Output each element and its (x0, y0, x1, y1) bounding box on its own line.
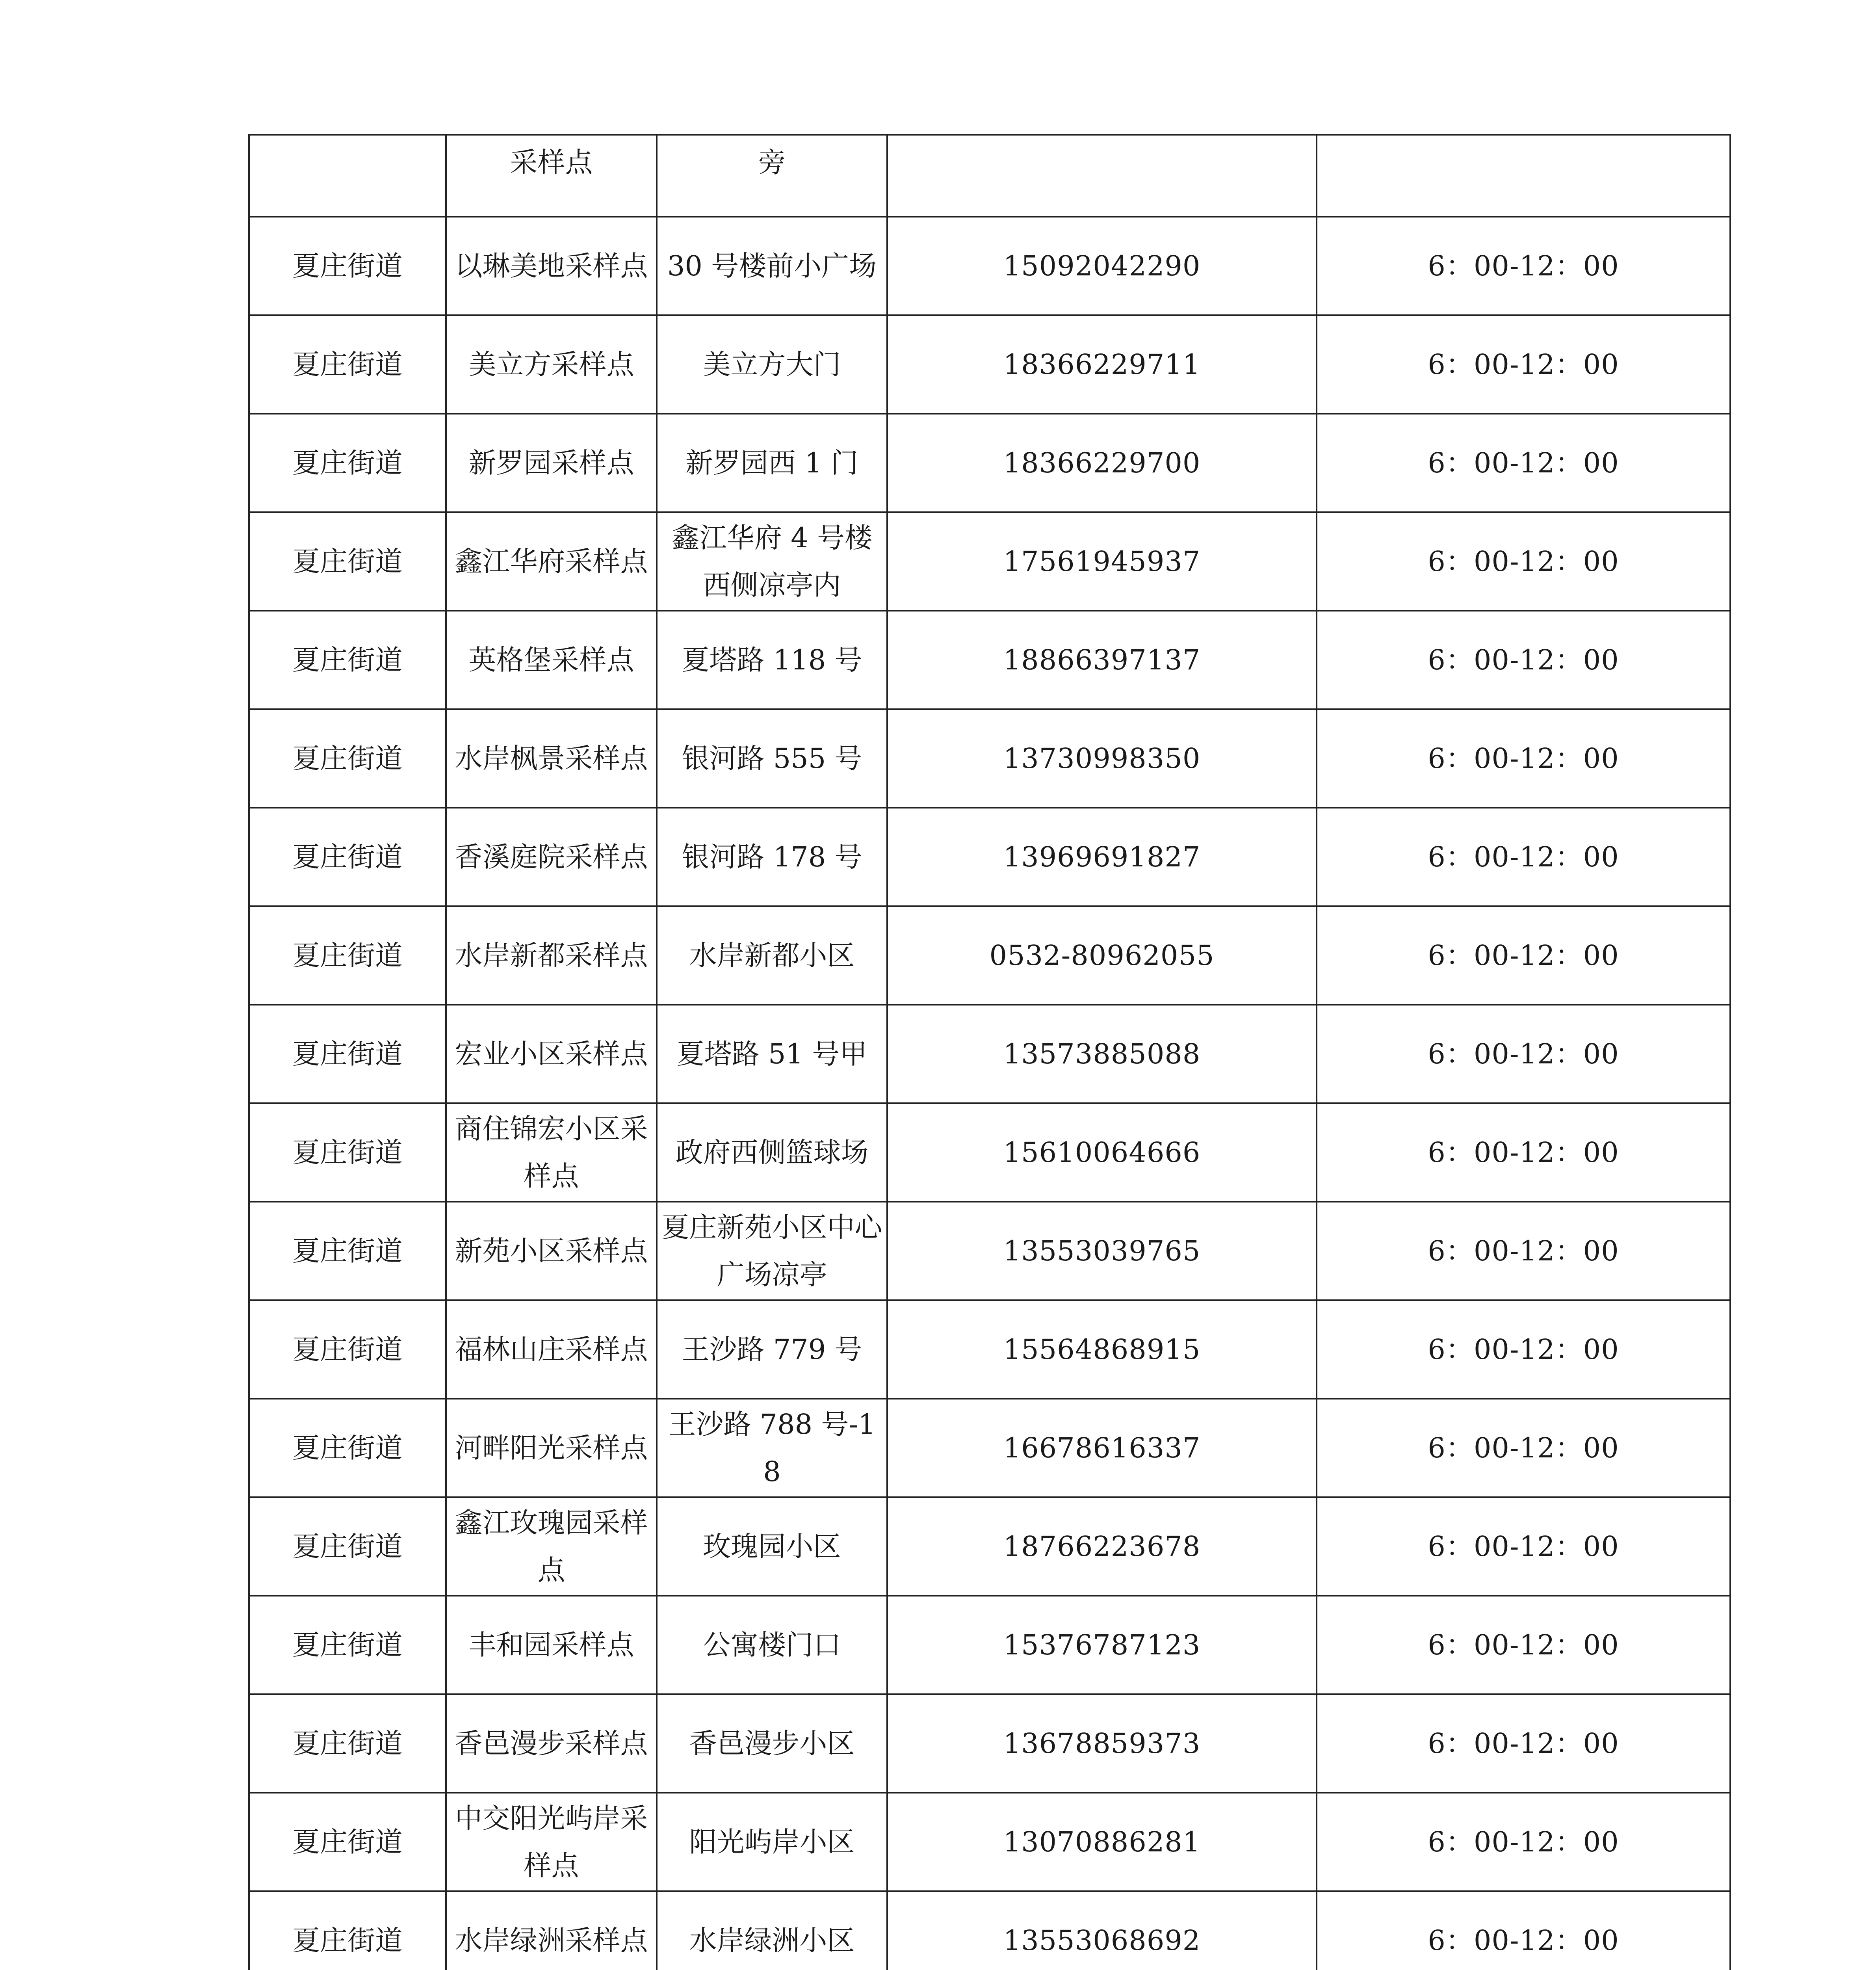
site-name-cell: 河畔阳光采样点 (446, 1399, 657, 1497)
district-cell: 夏庄街道 (249, 1793, 446, 1891)
address-cell: 政府西侧篮球场 (657, 1103, 887, 1202)
hours-cell: 6：00-12：00 (1317, 1399, 1730, 1497)
site-name-cell: 香溪庭院采样点 (446, 808, 657, 906)
table-row (249, 1300, 1730, 1399)
district-cell (249, 135, 446, 217)
continuation-row (249, 135, 1730, 217)
site-name-cell: 丰和园采样点 (446, 1596, 657, 1694)
phone-cell: 17561945937 (887, 512, 1317, 611)
district-cell: 夏庄街道 (249, 414, 446, 512)
phone-cell: 13573885088 (887, 1005, 1317, 1103)
district-cell: 夏庄街道 (249, 1103, 446, 1202)
address-cell: 玫瑰园小区 (657, 1497, 887, 1596)
hours-cell: 6：00-12：00 (1317, 1103, 1730, 1202)
table-row (249, 1005, 1730, 1103)
address-cell: 王沙路 779 号 (657, 1300, 887, 1399)
phone-cell: 13553068692 (887, 1891, 1317, 1970)
address-cell: 银河路 555 号 (657, 709, 887, 808)
district-cell: 夏庄街道 (249, 512, 446, 611)
hours-cell: 6：00-12：00 (1317, 414, 1730, 512)
hours-cell: 6：00-12：00 (1317, 611, 1730, 709)
address-cell: 香邑漫步小区 (657, 1694, 887, 1793)
site-name-cell: 宏业小区采样点 (446, 1005, 657, 1103)
table-body (249, 135, 1730, 1970)
address-cell: 美立方大门 (657, 315, 887, 414)
district-cell: 夏庄街道 (249, 1891, 446, 1970)
table-row (249, 1399, 1730, 1497)
site-name-cell: 水岸新都采样点 (446, 906, 657, 1005)
phone-cell: 13678859373 (887, 1694, 1317, 1793)
table-row (249, 611, 1730, 709)
address-cell: 新罗园西 1 门 (657, 414, 887, 512)
hours-cell: 6：00-12：00 (1317, 1596, 1730, 1694)
table-row (249, 1596, 1730, 1694)
hours-cell: 6：00-12：00 (1317, 1202, 1730, 1300)
site-name-cell: 鑫江华府采样点 (446, 512, 657, 611)
hours-cell: 6：00-12：00 (1317, 315, 1730, 414)
district-cell: 夏庄街道 (249, 217, 446, 315)
address-cell: 水岸绿洲小区 (657, 1891, 887, 1970)
hours-cell: 6：00-12：00 (1317, 1694, 1730, 1793)
site-name-cell: 新罗园采样点 (446, 414, 657, 512)
address-cell: 鑫江华府 4 号楼西侧凉亭内 (657, 512, 887, 611)
site-name-cell: 以琳美地采样点 (446, 217, 657, 315)
district-cell: 夏庄街道 (249, 1497, 446, 1596)
sampling-sites-table (248, 134, 1731, 1970)
address-cell: 夏塔路 118 号 (657, 611, 887, 709)
hours-cell: 6：00-12：00 (1317, 1300, 1730, 1399)
district-cell: 夏庄街道 (249, 906, 446, 1005)
hours-cell: 6：00-12：00 (1317, 1497, 1730, 1596)
phone-cell: 15376787123 (887, 1596, 1317, 1694)
address-cell: 王沙路 788 号-18 (657, 1399, 887, 1497)
address-cell: 银河路 178 号 (657, 808, 887, 906)
site-name-cell: 采样点 (446, 135, 657, 217)
table-row (249, 414, 1730, 512)
district-cell: 夏庄街道 (249, 1300, 446, 1399)
address-cell: 阳光屿岸小区 (657, 1793, 887, 1891)
phone-cell: 13553039765 (887, 1202, 1317, 1300)
district-cell: 夏庄街道 (249, 709, 446, 808)
phone-cell: 18866397137 (887, 611, 1317, 709)
phone-cell: 18366229711 (887, 315, 1317, 414)
district-cell: 夏庄街道 (249, 1399, 446, 1497)
hours-cell: 6：00-12：00 (1317, 1793, 1730, 1891)
address-cell: 夏庄新苑小区中心广场凉亭 (657, 1202, 887, 1300)
district-cell: 夏庄街道 (249, 1596, 446, 1694)
phone-cell: 13070886281 (887, 1793, 1317, 1891)
phone-cell (887, 135, 1317, 217)
hours-cell: 6：00-12：00 (1317, 1891, 1730, 1970)
address-cell: 公寓楼门口 (657, 1596, 887, 1694)
table-row (249, 217, 1730, 315)
hours-cell: 6：00-12：00 (1317, 1005, 1730, 1103)
phone-cell: 18766223678 (887, 1497, 1317, 1596)
phone-cell: 13730998350 (887, 709, 1317, 808)
district-cell: 夏庄街道 (249, 611, 446, 709)
table-row (249, 512, 1730, 611)
site-name-cell: 水岸枫景采样点 (446, 709, 657, 808)
table-row (249, 1497, 1730, 1596)
address-cell: 水岸新都小区 (657, 906, 887, 1005)
address-cell: 旁 (657, 135, 887, 217)
phone-cell: 18366229700 (887, 414, 1317, 512)
hours-cell: 6：00-12：00 (1317, 512, 1730, 611)
district-cell: 夏庄街道 (249, 808, 446, 906)
site-name-cell: 中交阳光屿岸采样点 (446, 1793, 657, 1891)
address-cell: 30 号楼前小广场 (657, 217, 887, 315)
site-name-cell: 福林山庄采样点 (446, 1300, 657, 1399)
phone-cell: 16678616337 (887, 1399, 1317, 1497)
site-name-cell: 新苑小区采样点 (446, 1202, 657, 1300)
hours-cell: 6：00-12：00 (1317, 906, 1730, 1005)
hours-cell: 6：00-12：00 (1317, 808, 1730, 906)
site-name-cell: 鑫江玫瑰园采样点 (446, 1497, 657, 1596)
hours-cell (1317, 135, 1730, 217)
phone-cell: 15564868915 (887, 1300, 1317, 1399)
address-cell: 夏塔路 51 号甲 (657, 1005, 887, 1103)
district-cell: 夏庄街道 (249, 1005, 446, 1103)
district-cell: 夏庄街道 (249, 315, 446, 414)
site-name-cell: 水岸绿洲采样点 (446, 1891, 657, 1970)
site-name-cell: 英格堡采样点 (446, 611, 657, 709)
phone-cell: 15092042290 (887, 217, 1317, 315)
table-row (249, 1103, 1730, 1202)
table-row (249, 808, 1730, 906)
hours-cell: 6：00-12：00 (1317, 709, 1730, 808)
site-name-cell: 美立方采样点 (446, 315, 657, 414)
table-row (249, 1793, 1730, 1891)
district-cell: 夏庄街道 (249, 1202, 446, 1300)
phone-cell: 13969691827 (887, 808, 1317, 906)
hours-cell: 6：00-12：00 (1317, 217, 1730, 315)
table-row (249, 315, 1730, 414)
phone-cell: 0532-80962055 (887, 906, 1317, 1005)
table-row (249, 1694, 1730, 1793)
table-row (249, 1202, 1730, 1300)
phone-cell: 15610064666 (887, 1103, 1317, 1202)
table-row (249, 906, 1730, 1005)
district-cell: 夏庄街道 (249, 1694, 446, 1793)
site-name-cell: 香邑漫步采样点 (446, 1694, 657, 1793)
site-name-cell: 商住锦宏小区采样点 (446, 1103, 657, 1202)
table-row (249, 709, 1730, 808)
table-row (249, 1891, 1730, 1970)
